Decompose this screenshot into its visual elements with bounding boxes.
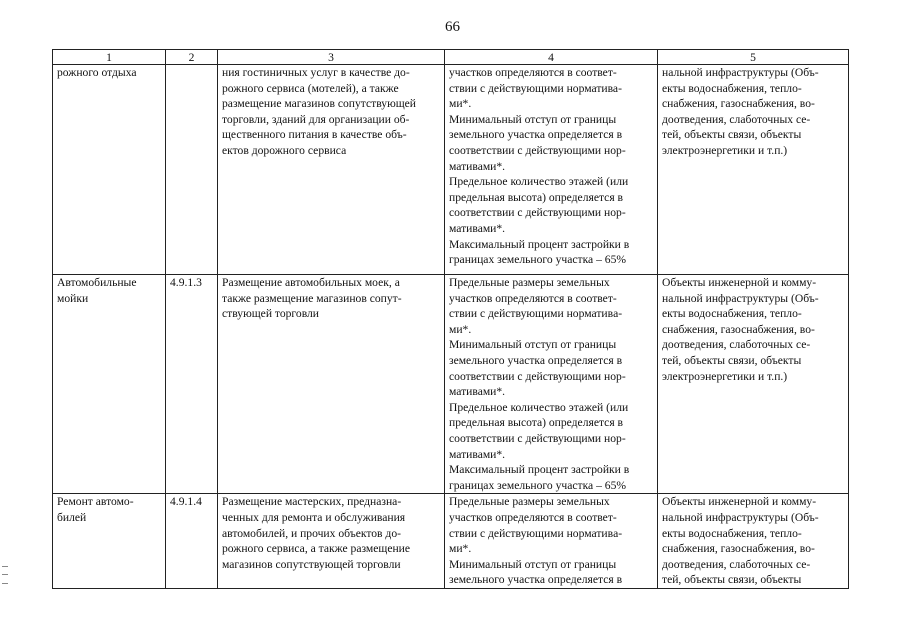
text-line: границах земельного участка – 65% <box>449 253 627 267</box>
text-line: участков определяются в соответ- <box>449 510 617 524</box>
text-line: доотведения, слаботочных се- <box>662 338 811 352</box>
cell-code <box>166 65 218 275</box>
text-line: электроэнергетики и т.п.) <box>662 143 788 157</box>
text-line: соответствии с действующими нор- <box>449 206 626 220</box>
text-line: рожного сервиса (мотелей), а также <box>222 81 399 95</box>
text-line: рожного отдыха <box>57 66 137 79</box>
text-line: торговли, зданий для организации об- <box>222 112 410 126</box>
text-line: мативами*. <box>449 221 506 235</box>
cell-parameters <box>445 275 658 494</box>
text-line: щественного питания в качестве объ- <box>222 128 407 142</box>
text-line: тей, объекты связи, объекты <box>662 573 802 587</box>
text-line: предельная высота) определяется в <box>449 190 624 204</box>
text-line: доотведения, слаботочных се- <box>662 557 811 571</box>
cell-parameters <box>445 65 658 275</box>
header-col-3: 3 <box>218 50 445 65</box>
text-line: снабжения, газоснабжения, во- <box>662 322 815 336</box>
text-line: земельного участка определяется в <box>449 353 623 367</box>
cell-infrastructure <box>658 275 849 494</box>
text-line: мативами*. <box>449 447 506 461</box>
text-line: мативами*. <box>449 159 506 173</box>
text-line: Минимальный отступ от границы <box>449 338 617 352</box>
text-line: ния гостиничных услуг в качестве до- <box>222 66 410 79</box>
text-line: екты водоснабжения, тепло- <box>662 307 802 321</box>
table-row <box>53 65 849 275</box>
text-line: соответствии с действующими нор- <box>449 369 626 383</box>
text-line: границах земельного участка – 65% <box>449 478 627 492</box>
table-header-row <box>53 50 849 65</box>
text-line: соответствии с действующими нор- <box>449 431 626 445</box>
header-col-4: 4 <box>445 50 658 65</box>
text-line: Предельное количество этажей (или <box>449 175 629 189</box>
text-line: Минимальный отступ от границы <box>449 112 617 126</box>
text-line: снабжения, газоснабжения, во- <box>662 97 815 111</box>
text-line: ченных для ремонта и обслуживания <box>222 510 406 524</box>
cell-description <box>218 275 445 494</box>
text-line: Предельные размеры земельных <box>449 495 610 509</box>
text-line: нальной инфраструктуры (Объ- <box>662 510 819 524</box>
text-line: Объекты инженерной и комму- <box>662 495 817 509</box>
zoning-table <box>52 49 849 589</box>
text-line: билей <box>57 510 87 524</box>
table-row <box>53 275 849 494</box>
cell-description <box>218 494 445 589</box>
text-line: Предельные размеры земельных <box>449 276 610 289</box>
text-line: автомобилей, и прочих объектов до- <box>222 526 401 540</box>
cell-infrastructure <box>658 494 849 589</box>
text-line: Размещение мастерских, предназна- <box>222 495 402 509</box>
text-line: ми*. <box>449 322 472 336</box>
cell-use-name <box>53 494 166 589</box>
cell-code: 4.9.1.3 <box>166 275 218 494</box>
text-line: ствии с действующими нормативa- <box>449 526 623 540</box>
text-line: екты водоснабжения, тепло- <box>662 81 802 95</box>
text-line: тей, объекты связи, объекты <box>662 353 802 367</box>
text-line: участков определяются в соответ- <box>449 291 617 305</box>
cell-infrastructure <box>658 65 849 275</box>
table-row <box>53 494 849 589</box>
text-line: доотведения, слаботочных се- <box>662 112 811 126</box>
text-line: екты водоснабжения, тепло- <box>662 526 802 540</box>
text-line: земельного участка определяется в <box>449 573 623 587</box>
text-line: Ремонт автомо- <box>57 495 134 509</box>
text-line: ми*. <box>449 542 472 556</box>
text-line: предельная высота) определяется в <box>449 416 624 430</box>
text-line: ми*. <box>449 97 472 111</box>
text-line: Автомобильные <box>57 276 137 289</box>
text-line: Максимальный процент застройки в <box>449 463 630 477</box>
text-line: рожного сервиса, а также размещение <box>222 542 411 556</box>
cell-use-name <box>53 65 166 275</box>
text-line: размещение магазинов сопутствующей <box>222 97 417 111</box>
text-line: ствии с действующими норматива- <box>449 81 622 95</box>
text-line: участков определяются в соответ- <box>449 66 617 79</box>
text-line: снабжения, газоснабжения, во- <box>662 542 815 556</box>
text-line: ствии с действующими нормативa- <box>449 307 623 321</box>
header-col-5: 5 <box>658 50 849 65</box>
text-line: Минимальный отступ от границы <box>449 557 617 571</box>
text-line: соответствии с действующими нор- <box>449 143 626 157</box>
cell-parameters <box>445 494 658 589</box>
text-line: ектов дорожного сервиса <box>222 143 347 157</box>
cell-code: 4.9.1.4 <box>166 494 218 589</box>
page-number: 66 <box>445 19 460 35</box>
text-line: Предельное количество этажей (или <box>449 400 629 414</box>
text-line: Размещение автомобильных моек, а <box>222 276 400 289</box>
margin-mark <box>2 566 8 584</box>
cell-use-name <box>53 275 166 494</box>
text-line: ствующей торговли <box>222 307 320 321</box>
text-line: мативами*. <box>449 385 506 399</box>
text-line: Объекты инженерной и комму- <box>662 276 817 289</box>
text-line: электроэнергетики и т.п.) <box>662 369 788 383</box>
text-line: магазинов сопутствующей торговли <box>222 557 401 571</box>
text-line: нальной инфраструктуры (Объ- <box>662 66 819 79</box>
text-line: Максимальный процент застройки в <box>449 237 630 251</box>
text-line: земельного участка определяется в <box>449 128 623 142</box>
text-line: нальной инфраструктуры (Объ- <box>662 291 819 305</box>
header-col-1: 1 <box>53 50 166 65</box>
text-line: тей, объекты связи, объекты <box>662 128 802 142</box>
cell-description <box>218 65 445 275</box>
text-line: мойки <box>57 291 89 305</box>
header-col-2: 2 <box>166 50 218 65</box>
text-line: также размещение магазинов сопут- <box>222 291 402 305</box>
